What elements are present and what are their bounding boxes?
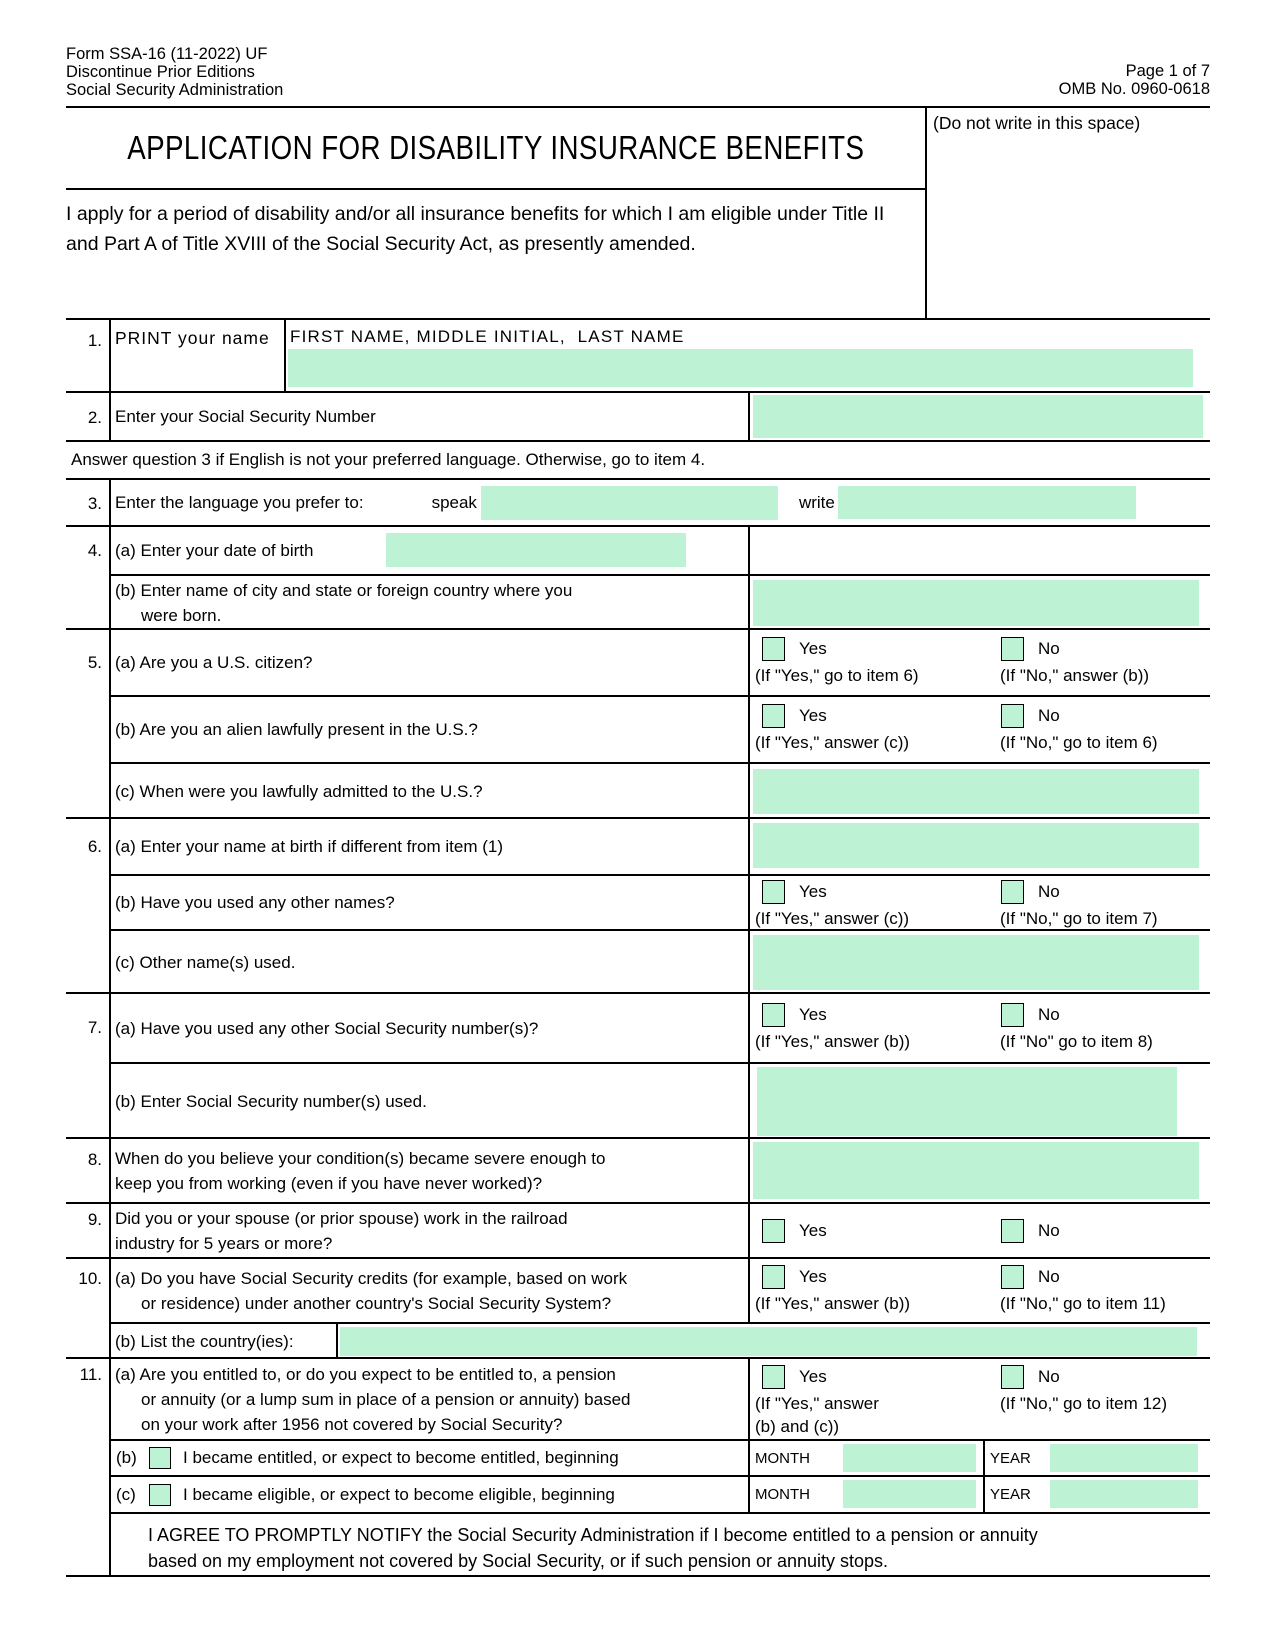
other-ssn-input[interactable] <box>757 1067 1177 1136</box>
item-11c-checkbox[interactable] <box>149 1484 171 1506</box>
item-1-label: PRINT your name <box>111 320 286 391</box>
item-8-label-line1: When do you believe your condition(s) became severe enough to <box>115 1148 606 1168</box>
omb-number: OMB No. 0960-0618 <box>1058 80 1210 98</box>
item-4-number: 4. <box>66 527 111 628</box>
item-11b-label: I became entitled, or expect to become entitled, beginning <box>183 1448 619 1467</box>
item-9-no-checkbox[interactable] <box>1001 1219 1024 1243</box>
item-9-yes-label: Yes <box>799 1220 827 1240</box>
form-number: Form SSA-16 (11-2022) UF <box>66 45 268 63</box>
item-8-number: 8. <box>66 1139 111 1202</box>
item-11c-year-label: YEAR <box>990 1486 1031 1503</box>
countries-input[interactable] <box>340 1327 1197 1356</box>
item-1-number: 1. <box>66 320 111 391</box>
item-5a-yes-hint: (If "Yes," go to item 6) <box>755 666 919 685</box>
item-7a-yes-hint: (If "Yes," answer (b)) <box>755 1032 911 1051</box>
item-10a-no-hint: (If "No," go to item 11) <box>1000 1294 1166 1313</box>
item-10a-label-line2: or residence) under another country's Social Security System? <box>141 1293 612 1313</box>
item-10b-label: (b) List the country(ies): <box>111 1324 338 1359</box>
item-5a-no-checkbox[interactable] <box>1001 637 1024 661</box>
item-7a-no-checkbox[interactable] <box>1001 1003 1024 1027</box>
item-7b-label: (b) Enter Social Security number(s) used. <box>115 1092 427 1111</box>
item-3-row <box>66 478 1210 525</box>
do-not-write-note: (Do not write in this space) <box>933 113 1141 133</box>
pension-agreement-line1: I AGREE TO PROMPTLY NOTIFY the Social Security Administration if I become entitled to a pension or annuity <box>148 1525 1038 1545</box>
item-5a-no-label: No <box>1038 639 1060 658</box>
item-5c-label: (c) When were you lawfully admitted to the U.S.? <box>115 782 483 801</box>
item-10a-yes-hint: (If "Yes," answer (b)) <box>755 1294 911 1313</box>
item-9-label-line2: industry for 5 years or more? <box>115 1233 333 1253</box>
item-4a-answer-cell <box>748 527 1210 574</box>
pension-agreement-line2: based on my employment not covered by Social Security, or if such pension or annuity stops. <box>148 1551 889 1571</box>
item-11a-label-line3: on your work after 1956 not covered by Social Security? <box>141 1414 563 1434</box>
header-right <box>1059 62 1210 98</box>
item-6-row <box>66 817 1210 992</box>
item-11b-tag: (b) <box>116 1448 137 1467</box>
item-8-label-line2: keep you from working (even if you have never worked)? <box>115 1173 543 1193</box>
item-8-row <box>66 1137 1210 1202</box>
item-7a-no-hint: (If "No" go to item 8) <box>1000 1032 1153 1051</box>
item-10-row <box>66 1257 1210 1357</box>
item-11c-year-input[interactable] <box>1050 1480 1198 1508</box>
item-7-row <box>66 992 1210 1137</box>
item-5a-no-hint: (If "No," answer (b)) <box>1000 666 1150 685</box>
item-9-number: 9. <box>66 1204 111 1257</box>
item-5b-yes-checkbox[interactable] <box>762 704 785 728</box>
item-9-row <box>66 1202 1210 1257</box>
item-6a-label: (a) Enter your name at birth if different from item (1) <box>115 837 503 856</box>
date-of-birth-input[interactable] <box>386 533 686 567</box>
item-11a-yes-hint-line2: (b) and (c)) <box>755 1417 840 1436</box>
item-11c-month-label: MONTH <box>755 1486 810 1503</box>
ssn-input[interactable] <box>753 395 1203 438</box>
item-7-number: 7. <box>66 994 111 1137</box>
item-10-number: 10. <box>66 1259 111 1357</box>
item-2-label: Enter your Social Security Number <box>115 407 376 426</box>
item-6b-yes-hint: (If "Yes," answer (c)) <box>755 909 910 928</box>
item-5-row <box>66 628 1210 817</box>
item-6b-yes-checkbox[interactable] <box>762 880 785 904</box>
item-11a-label-line2: or annuity (or a lump sum in place of a pension or annuity) based <box>141 1389 631 1409</box>
header-left <box>66 45 283 99</box>
item-11a-yes-hint-line1: (If "Yes," answer <box>755 1394 879 1413</box>
condition-severe-date-input[interactable] <box>753 1142 1199 1199</box>
page-number: Page 1 of 7 <box>1125 62 1210 80</box>
item-7a-yes-label: Yes <box>799 1005 827 1024</box>
item-4-row <box>66 525 1210 628</box>
item-11b-checkbox[interactable] <box>149 1447 171 1469</box>
birthplace-input[interactable] <box>753 580 1199 626</box>
question-3-note-row <box>66 440 1210 478</box>
item-11b-month-label: MONTH <box>755 1449 810 1467</box>
item-11a-yes-checkbox[interactable] <box>762 1365 785 1389</box>
item-5b-no-label: No <box>1038 706 1060 725</box>
item-5b-yes-hint: (If "Yes," answer (c)) <box>755 733 910 752</box>
item-5b-no-checkbox[interactable] <box>1001 704 1024 728</box>
speak-language-input[interactable] <box>481 486 778 520</box>
item-6-number: 6. <box>66 819 111 992</box>
item-4b-label-line1: (b) Enter name of city and state or foreign country where you <box>115 581 573 600</box>
write-language-input[interactable] <box>838 486 1136 519</box>
item-7a-no-label: No <box>1038 1005 1060 1024</box>
item-11-number: 11. <box>66 1359 111 1575</box>
item-7a-yes-checkbox[interactable] <box>762 1003 785 1027</box>
item-10a-no-label: No <box>1038 1267 1060 1286</box>
item-11b-month-input[interactable] <box>843 1444 976 1472</box>
item-9-yes-checkbox[interactable] <box>762 1219 785 1243</box>
item-11b-year-input[interactable] <box>1050 1444 1198 1472</box>
item-11c-tag: (c) <box>116 1484 136 1504</box>
item-11a-no-hint: (If "No," go to item 12) <box>1000 1394 1168 1413</box>
birth-name-input[interactable] <box>753 823 1199 868</box>
item-4a-label: (a) Enter your date of birth <box>115 541 314 560</box>
item-10a-label-line1: (a) Do you have Social Security credits (for example, based on work <box>115 1268 628 1288</box>
item-5a-yes-label: Yes <box>799 639 827 658</box>
name-input[interactable] <box>288 349 1193 387</box>
item-1-row <box>66 318 1210 391</box>
item-6b-no-hint: (If "No," go to item 7) <box>1000 909 1158 928</box>
item-5a-label: (a) Are you a U.S. citizen? <box>115 653 313 672</box>
other-names-input[interactable] <box>753 935 1199 990</box>
item-3-label: Enter the language you prefer to: <box>115 492 364 512</box>
item-6b-label: (b) Have you used any other names? <box>115 893 395 912</box>
item-11a-no-label: No <box>1038 1367 1060 1386</box>
item-6b-no-checkbox[interactable] <box>1001 880 1024 904</box>
question-3-note: Answer question 3 if English is not your preferred language. Otherwise, go to item 4. <box>71 450 706 469</box>
admission-date-input[interactable] <box>753 769 1199 814</box>
item-4b-label-line2: were born. <box>141 606 222 625</box>
do-not-write-divider <box>925 108 927 318</box>
item-2-number: 2. <box>66 393 111 440</box>
item-5a-yes-checkbox[interactable] <box>762 637 785 661</box>
item-5-number: 5. <box>66 630 111 817</box>
item-6b-no-label: No <box>1038 882 1060 901</box>
table-bottom-border <box>66 1575 1210 1577</box>
item-5b-label: (b) Are you an alien lawfully present in the U.S.? <box>115 720 478 739</box>
item-11a-no-checkbox[interactable] <box>1001 1365 1024 1389</box>
item-10a-no-checkbox[interactable] <box>1001 1265 1024 1289</box>
item-5b-no-hint: (If "No," go to item 6) <box>1000 733 1158 752</box>
item-11c-label: I became eligible, or expect to become eligible, beginning <box>183 1484 615 1504</box>
item-2-row <box>66 391 1210 440</box>
item-11-row <box>66 1357 1210 1575</box>
item-9-label-line1: Did you or your spouse (or prior spouse) work in the railroad <box>115 1208 568 1228</box>
agency-name: Social Security Administration <box>66 81 284 99</box>
item-7a-label: (a) Have you used any other Social Security number(s)? <box>115 1018 539 1038</box>
item-9-no-label: No <box>1038 1220 1060 1240</box>
speak-label: speak <box>431 492 477 512</box>
item-10a-yes-checkbox[interactable] <box>762 1265 785 1289</box>
write-label: write <box>798 492 835 512</box>
intro-text: I apply for a period of disability and/or all insurance benefits for which I am eligible under Title II and Part A of Title XVIII of the Social Security Act, as presently amended. <box>66 203 885 255</box>
item-5b-yes-label: Yes <box>799 706 827 725</box>
item-11a-label-line1: (a) Are you entitled to, or do you expect to be entitled to, a pension <box>115 1364 616 1384</box>
title-box <box>66 108 925 190</box>
item-6b-yes-label: Yes <box>799 882 827 901</box>
item-11b-year-label: YEAR <box>990 1449 1031 1467</box>
item-3-number: 3. <box>66 480 111 525</box>
edition-note: Discontinue Prior Editions <box>66 63 255 81</box>
item-10a-yes-label: Yes <box>799 1267 827 1286</box>
item-11c-month-input[interactable] <box>843 1480 976 1508</box>
item-11a-yes-label: Yes <box>799 1367 827 1386</box>
item-6c-label: (c) Other name(s) used. <box>115 953 296 972</box>
form-title: APPLICATION FOR DISABILITY INSURANCE BENEFITS <box>126 129 865 166</box>
name-format-caption: FIRST NAME, MIDDLE INITIAL, LAST NAME <box>290 327 685 346</box>
